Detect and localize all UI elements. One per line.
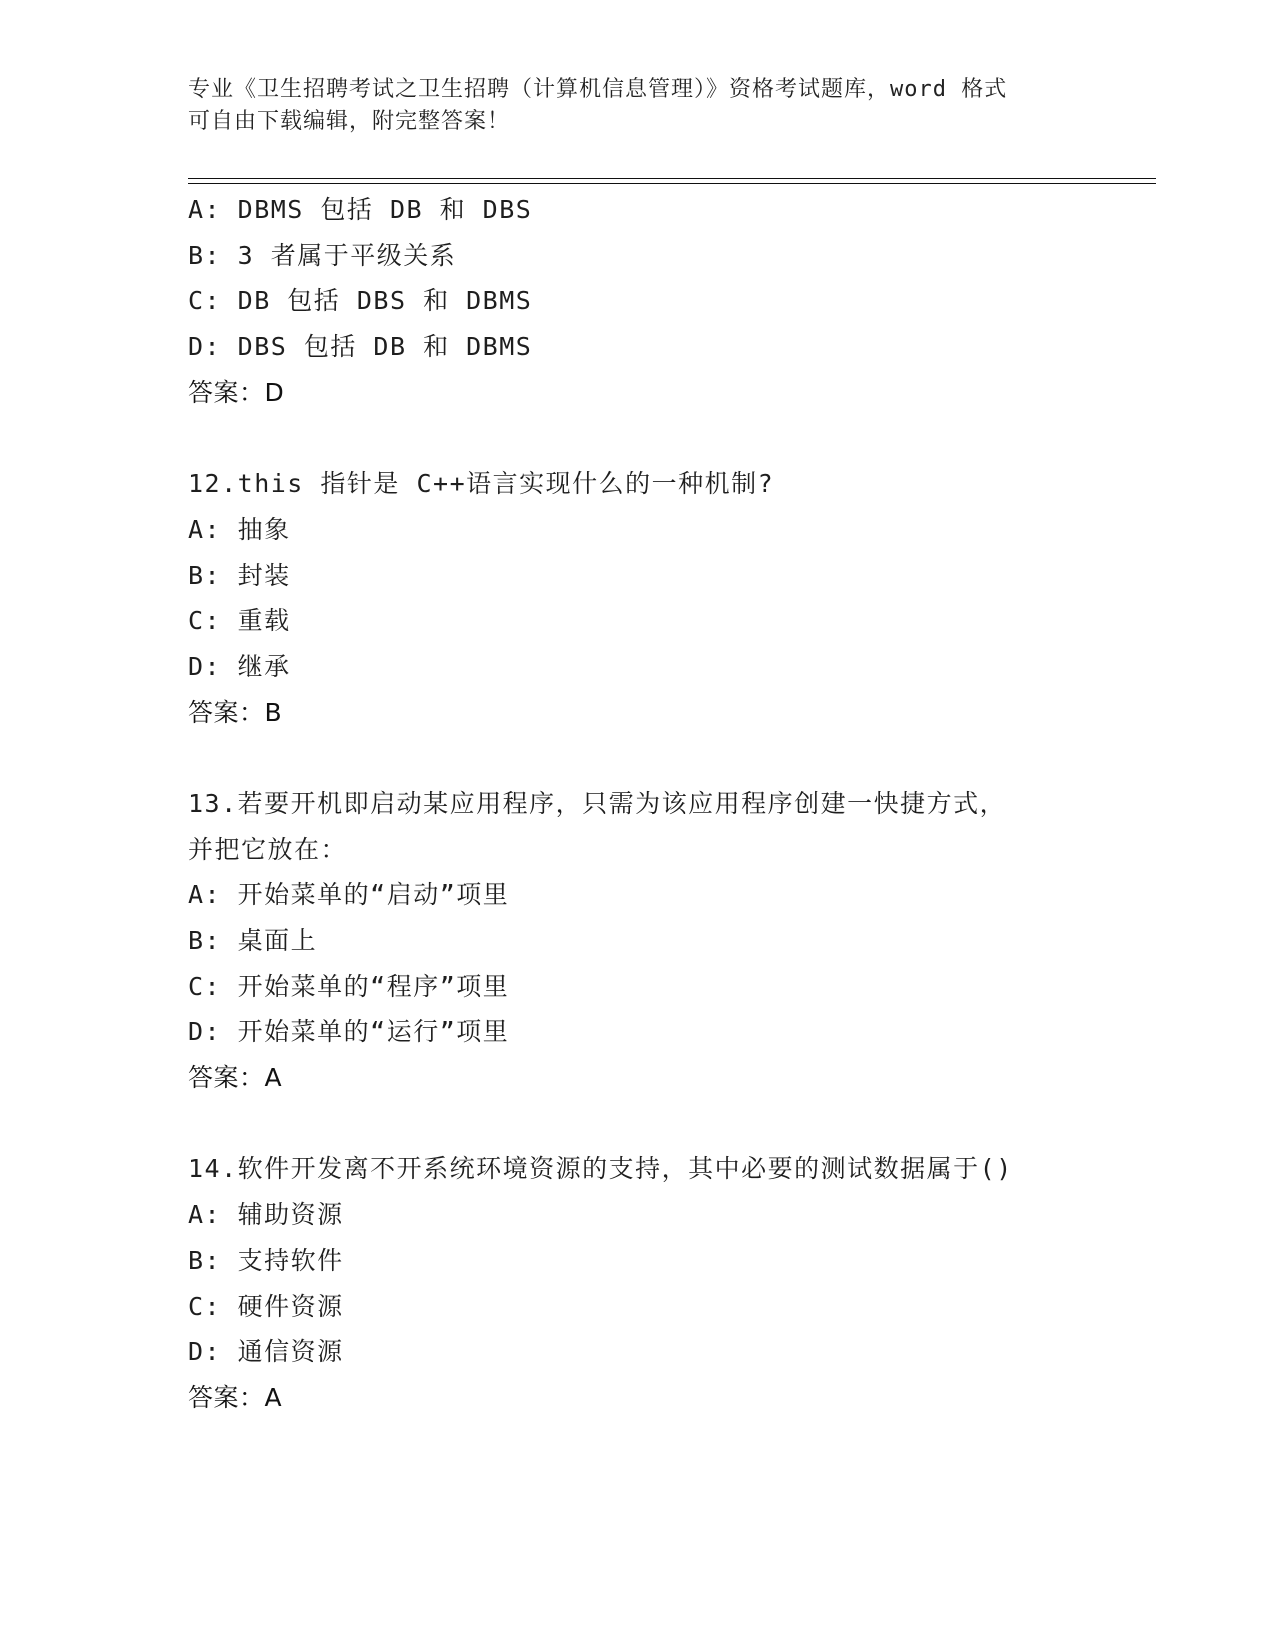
option-d: D: 通信资源: [188, 1337, 344, 1367]
option-d: D: 继承: [188, 651, 291, 681]
option-c: C: 重载: [188, 606, 291, 636]
question-list: [188, 187, 1168, 1421]
option-b: B: 支持软件: [188, 1245, 344, 1275]
spacer: [188, 735, 1168, 781]
option-d: D: 开始菜单的“运行”项里: [188, 1017, 510, 1047]
question-block-12: [188, 461, 1168, 735]
answer-line: 答案：A: [188, 1063, 283, 1093]
option-c: C: 开始菜单的“程序”项里: [188, 971, 510, 1001]
question-stem-continued: 并把它放在：: [188, 834, 348, 864]
answer-line: 答案：B: [188, 697, 283, 727]
question-block-13: [188, 781, 1168, 1101]
option-b: B: 封装: [188, 560, 291, 590]
option-b: B: 桌面上: [188, 926, 318, 955]
header-divider-bottom: [188, 183, 1156, 184]
answer-line: 答案：D: [188, 377, 285, 407]
option-a: A: 抽象: [188, 514, 291, 544]
option-d: D: DBS 包括 DB 和 DBMS: [188, 332, 533, 362]
question-stem: 14.软件开发离不开系统环境资源的支持，其中必要的测试数据属于(): [188, 1154, 1013, 1184]
answer-line: 答案：A: [188, 1382, 283, 1412]
option-a: A: DBMS 包括 DB 和 DBS: [188, 195, 533, 224]
question-stem: 12.this 指针是 C++语言实现什么的一种机制?: [188, 469, 775, 499]
option-c: C: 硬件资源: [188, 1291, 344, 1321]
document-header: [188, 74, 1088, 138]
option-c: C: DB 包括 DBS 和 DBMS: [188, 286, 533, 316]
option-b: B: 3 者属于平级关系: [188, 240, 457, 270]
spacer: [188, 415, 1168, 461]
question-stem: 13.若要开机即启动某应用程序，只需为该应用程序创建一快捷方式，: [188, 788, 1007, 818]
header-divider-top: [188, 178, 1156, 179]
option-a: A: 开始菜单的“启动”项里: [188, 880, 510, 910]
question-block-14: [188, 1146, 1168, 1420]
header-line-2: 可自由下载编辑，附完整答案！: [188, 109, 511, 134]
header-line-1: 专业《卫生招聘考试之卫生招聘（计算机信息管理）》资格考试题库，word 格式: [188, 77, 1008, 102]
option-a: A: 辅助资源: [188, 1200, 344, 1230]
spacer: [188, 1101, 1168, 1147]
question-block-11: [188, 187, 1168, 415]
